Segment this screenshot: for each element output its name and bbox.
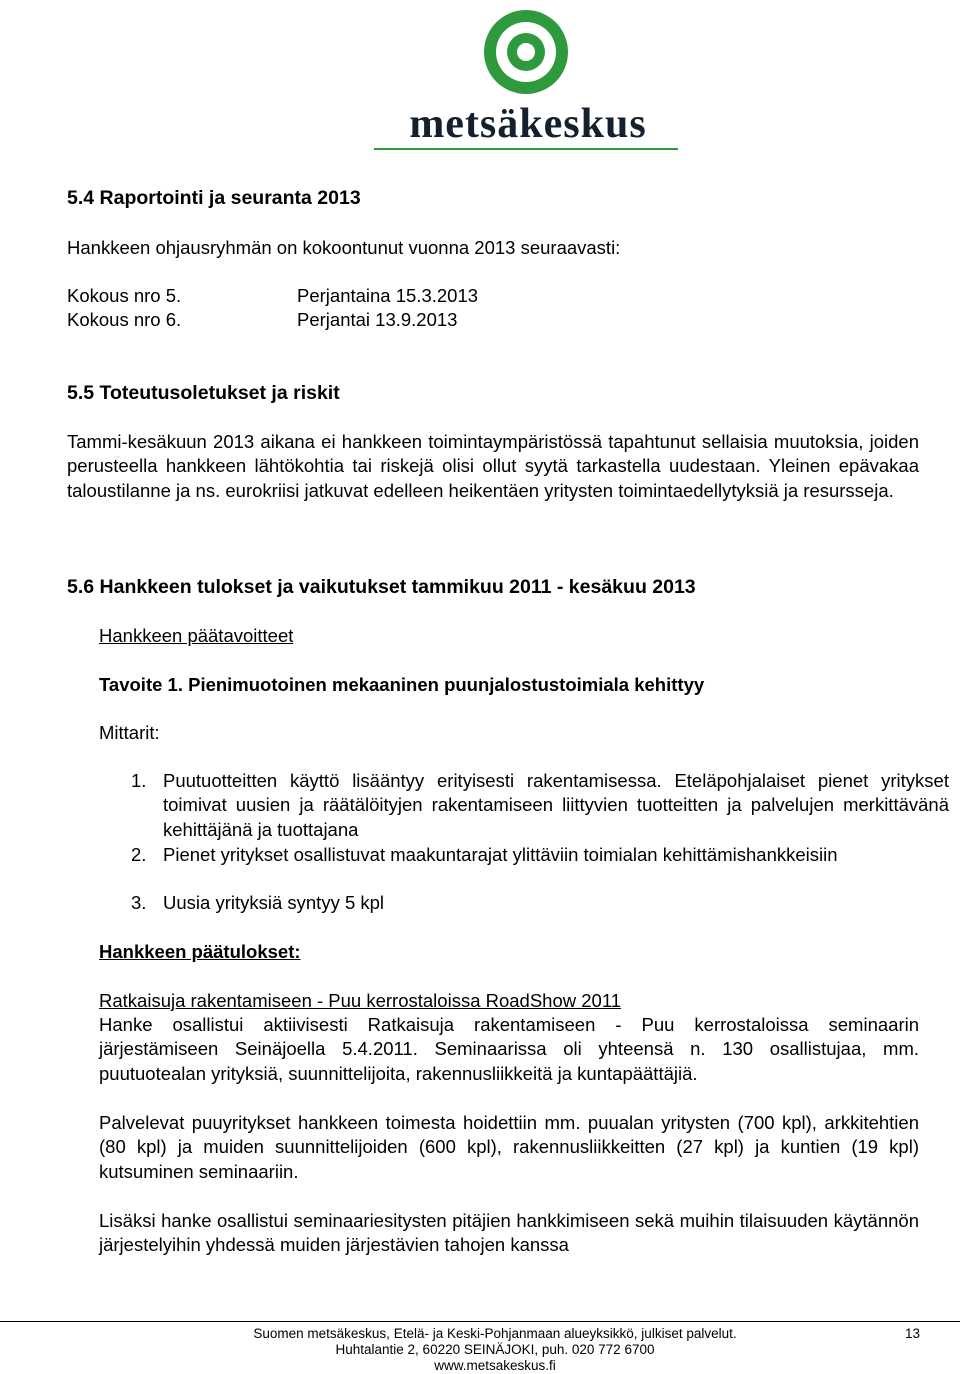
- section-5-5-heading: 5.5 Toteutusoletukset ja riskit: [67, 382, 340, 404]
- target-logo-icon: [374, 6, 678, 106]
- list-number: 3.: [131, 892, 147, 913]
- meeting-date: Perjantaina 15.3.2013: [297, 285, 479, 306]
- list-text: Pienet yritykset osallistuvat maakuntarajat ylittäviin toimialan kehittämishankkeisiin: [163, 844, 838, 865]
- results-heading: Hankkeen päätulokset:: [99, 941, 301, 962]
- list-text: Uusia yrityksiä syntyy 5 kpl: [163, 892, 385, 913]
- list-text: Puutuotteitten käyttö lisääntyy erityisesti rakentamisessa. Eteläpohjalaiset pienet yritykset toimivat uusien ja räätälöityjen rakentamiseen liittyvien tuotteitten ja palvelujen merkittävänä kehittäjänä ja tuottajana: [163, 770, 949, 840]
- footer-divider: [0, 1321, 960, 1322]
- result-paragraph: Hanke osallistui aktiivisesti Ratkaisuja rakentamiseen - Puu kerrostaloissa seminaarin järjestämiseen Seinäjoella 5.4.2011. Seminaarissa oli yhteensä n. 130 osallistujaa, mm. puutuotealan yrityksiä, suunnittelijoita, rakennusliikkeitä ja kuntapäättäjiä.: [99, 1014, 919, 1084]
- goal-1: Tavoite 1. Pienimuotoinen mekaaninen puunjalostustoimiala kehittyy: [99, 674, 705, 695]
- meeting-label: Kokous nro 5.: [67, 285, 182, 306]
- result-paragraph: Lisäksi hanke osallistui seminaariesitysten pitäjien hankkimiseen sekä muihin tilaisuuden käytännön järjestelyihin yhdessä muiden järjestävien tahojen kanssa: [99, 1210, 919, 1256]
- metrics-label: Mittarit:: [99, 722, 160, 743]
- list-number: 2.: [131, 844, 147, 865]
- metsakeskus-logo: [374, 6, 678, 152]
- section-5-6-heading: 5.6 Hankkeen tulokset ja vaikutukset tammikuu 2011 - kesäkuu 2013: [67, 576, 696, 598]
- footer-line-3: www.metsakeskus.fi: [434, 1358, 556, 1373]
- section-5-4-heading: 5.4 Raportointi ja seuranta 2013: [67, 187, 361, 209]
- result-title: Ratkaisuja rakentamiseen - Puu kerrostaloissa RoadShow 2011: [99, 990, 622, 1011]
- footer-line-1: Suomen metsäkeskus, Etelä- ja Keski-Pohjanmaan alueyksikkö, julkiset palvelut.: [253, 1326, 737, 1341]
- meeting-label: Kokous nro 6.: [67, 309, 182, 330]
- page-number: 13: [904, 1326, 920, 1341]
- footer-line-2: Huhtalantie 2, 60220 SEINÄJOKI, puh. 020 772 6700: [335, 1342, 655, 1357]
- result-paragraph: Palvelevat puuyritykset hankkeen toimesta hoidettiin mm. puualan yritysten (700 kpl), arkkitehtien (80 kpl) ja muiden suunnittelijoiden (600 kpl), rakennusliikkeitten (27 kpl) ja kuntien (19 kpl) kutsuminen seminaariin.: [99, 1112, 919, 1182]
- meeting-date: Perjantai 13.9.2013: [297, 309, 458, 330]
- logo-underline: [374, 148, 678, 150]
- goals-heading: Hankkeen päätavoitteet: [99, 625, 294, 646]
- section-5-4-intro: Hankkeen ohjausryhmän on kokoontunut vuonna 2013 seuraavasti:: [67, 237, 621, 258]
- list-number: 1.: [131, 770, 147, 791]
- section-5-5-body: Tammi-kesäkuun 2013 aikana ei hankkeen toimintaympäristössä tapahtunut sellaisia muutoksia, joiden perusteella hankkeen lähtökohtia tai riskejä olisi ollut syytä tarkastella uudestaan. Yleinen epävakaa taloustilanne ja ns. eurokriisi jatkuvat edelleen heikentäen yritysten toimintaedellytyksiä ja resursseja.: [67, 431, 919, 501]
- logo-wordmark: metsäkeskus: [409, 101, 647, 147]
